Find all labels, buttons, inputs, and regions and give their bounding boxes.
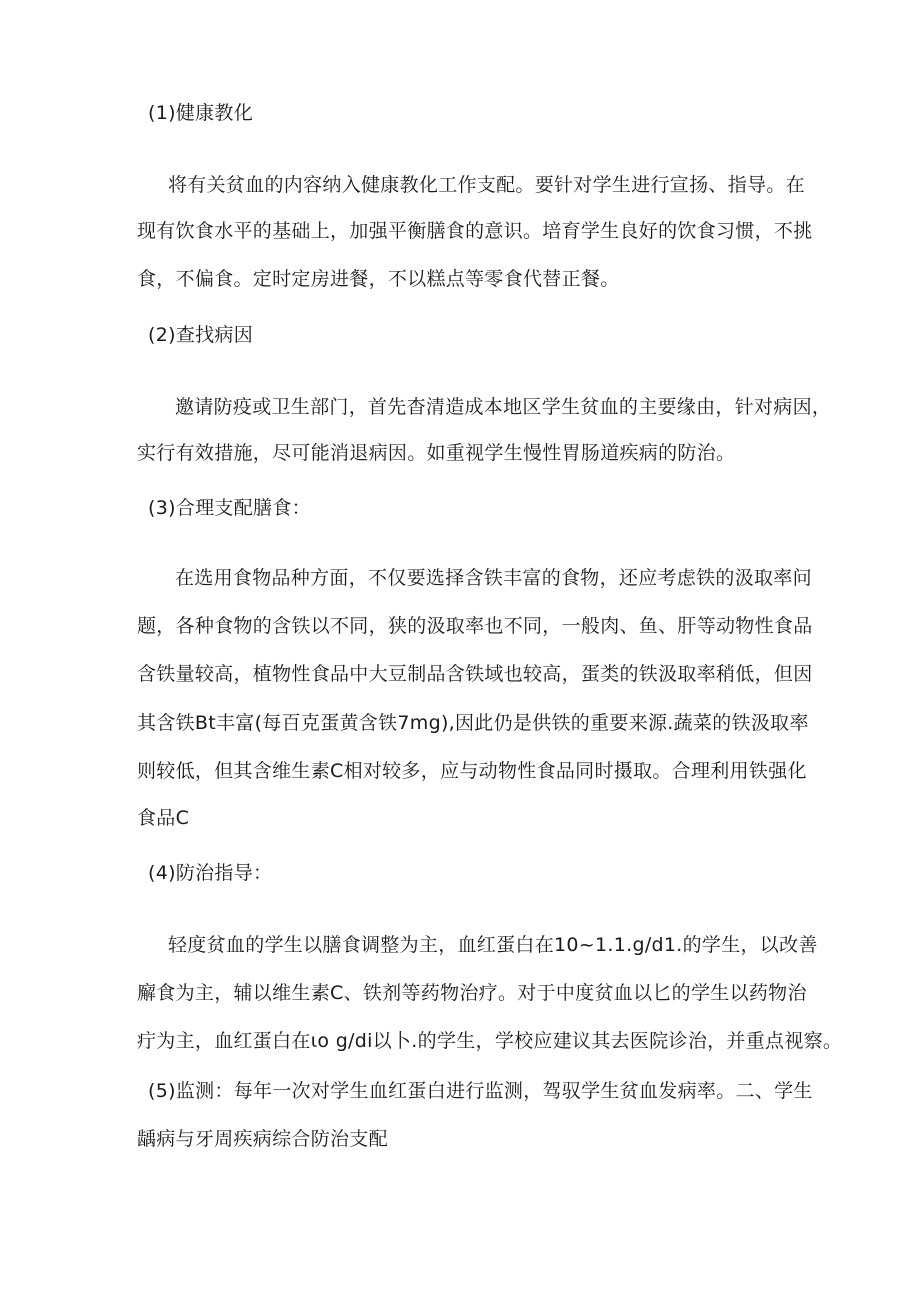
section-1-line-1: 将有关贫血的内容纳入健康教化工作支配。要针对学生进行宣扬、指导。在 — [168, 174, 805, 196]
section-4-heading: (4)防治指导： — [148, 862, 273, 884]
section-2-line-2: 实行有效措施，尽可能消退病因。如重视学生慢性胃肠道疾病的防治。 — [137, 442, 736, 464]
section-2-heading: (2)查找病因 — [148, 324, 254, 346]
section-3-line-6: 食品C — [137, 807, 190, 829]
section-1-line-2: 现有饮食水平的基础上，加强平衡膳食的意识。培育学生良好的饮食习惯，不挑 — [137, 220, 813, 242]
section-4-line-3: 疔为主，血红蛋白在ιo g∕di以卜.的学生，学校应建议其去医院诊治，并重点视察。 — [137, 1030, 843, 1052]
section-2-line-1: 邀请防疫或卫生部门，首先杳清造成本地区学生贫血的主要缘由，针对病因， — [175, 396, 832, 418]
section-3-line-4: 其含铁Bt丰富(每百克蛋黄含铁7mg),因此仍是供铁的重要来源.蔬菜的铁汲取率 — [137, 712, 809, 734]
section-3-line-2: 题，各种食物的含铁以不同，狭的汲取率也不同，一般肉、鱼、肝等动物性食品 — [137, 615, 813, 637]
section-5-line-1: (5)监测：每年一次对学生血红蛋白进行监测，驾驭学生贫血发病率。二、学生 — [148, 1080, 813, 1102]
section-4-line-2: 廨食为主，辅以维生素C、铁剂等药物治疗。对于中度贫血以匕的学生以药物治 — [137, 982, 807, 1004]
section-3-line-3: 含铁量较高，植物性食品中大豆制品含铁域也较高，蛋类的铁汲取率稍低，但因 — [137, 663, 813, 685]
section-4-line-1: 轻度贫血的学生以膳食调整为主，血红蛋白在10~1.1.g∕d1.的学生，以改善 — [168, 934, 818, 956]
section-1-line-3: 食，不偏食。定时定房进餐，不以糕点等零食代替正餐。 — [137, 268, 620, 290]
section-1-heading: (1)健康教化 — [148, 102, 254, 124]
section-5-line-2: 龋病与牙周疾病综合防治支配 — [137, 1128, 388, 1150]
section-3-heading: (3)合理支配膳食： — [148, 497, 311, 519]
section-3-line-5: 则较低，但其含维生素C相对较多，应与动物性食品同时摄取。合理利用铁强化 — [137, 760, 807, 782]
section-3-line-1: 在选用食物品种方面，不仅要选择含铁丰富的食物，还应考虑铁的汲取率问 — [175, 567, 812, 589]
